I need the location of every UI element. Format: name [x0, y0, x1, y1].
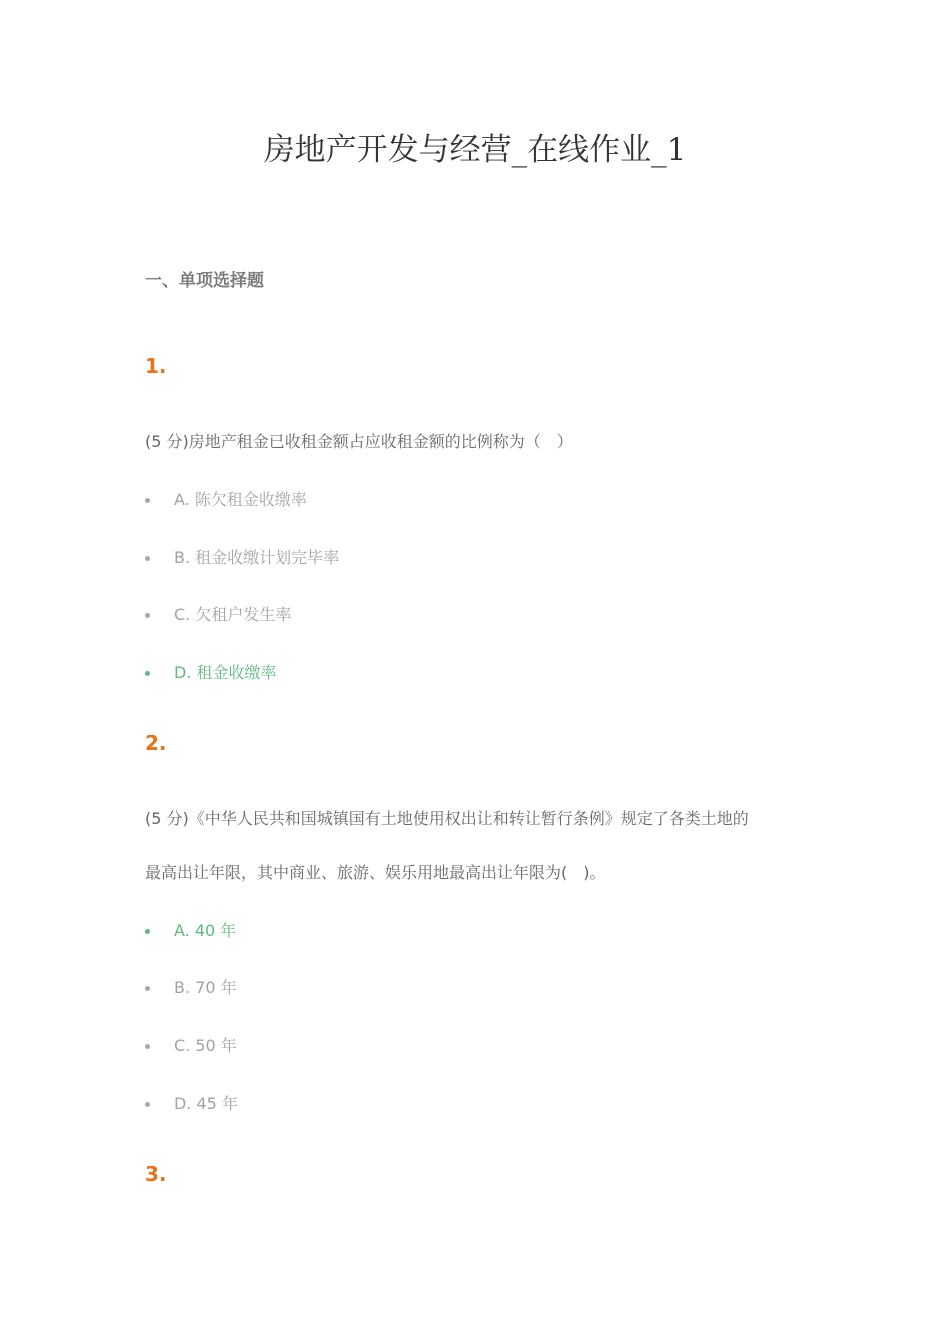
question-text: 最高出让年限，其中商业、旅游、娱乐用地最高出让年限为( )。 — [145, 863, 606, 882]
bullet-icon — [145, 671, 150, 676]
document-title: 房地产开发与经营_在线作业_1 — [263, 132, 687, 168]
bullet-icon — [145, 1044, 150, 1049]
option-label: D. 租金收缴率 — [174, 663, 277, 682]
option-label: C. 50 年 — [174, 1036, 237, 1055]
section-heading: 一、单项选择题 — [145, 271, 264, 291]
option-label: B. 70 年 — [174, 978, 237, 997]
bullet-icon — [145, 556, 150, 561]
question-text: (5 分)房地产租金已收租金额占应收租金额的比例称为（ ） — [145, 432, 573, 451]
option-label: A. 40 年 — [174, 921, 237, 940]
option-label: A. 陈欠租金收缴率 — [174, 490, 307, 509]
bullet-icon — [145, 986, 150, 991]
bullet-icon — [145, 929, 150, 934]
bullet-icon — [145, 498, 150, 503]
question-number: 2. — [145, 731, 167, 755]
option-label: B. 租金收缴计划完毕率 — [174, 548, 340, 567]
question-text: (5 分)《中华人民共和国城镇国有土地使用权出让和转让暂行条例》规定了各类土地的 — [145, 809, 749, 828]
option-label: D. 45 年 — [174, 1094, 238, 1113]
question-number: 3. — [145, 1162, 167, 1186]
question-number: 1. — [145, 354, 167, 378]
bullet-icon — [145, 1102, 150, 1107]
bullet-icon — [145, 613, 150, 618]
option-label: C. 欠租户发生率 — [174, 605, 292, 624]
